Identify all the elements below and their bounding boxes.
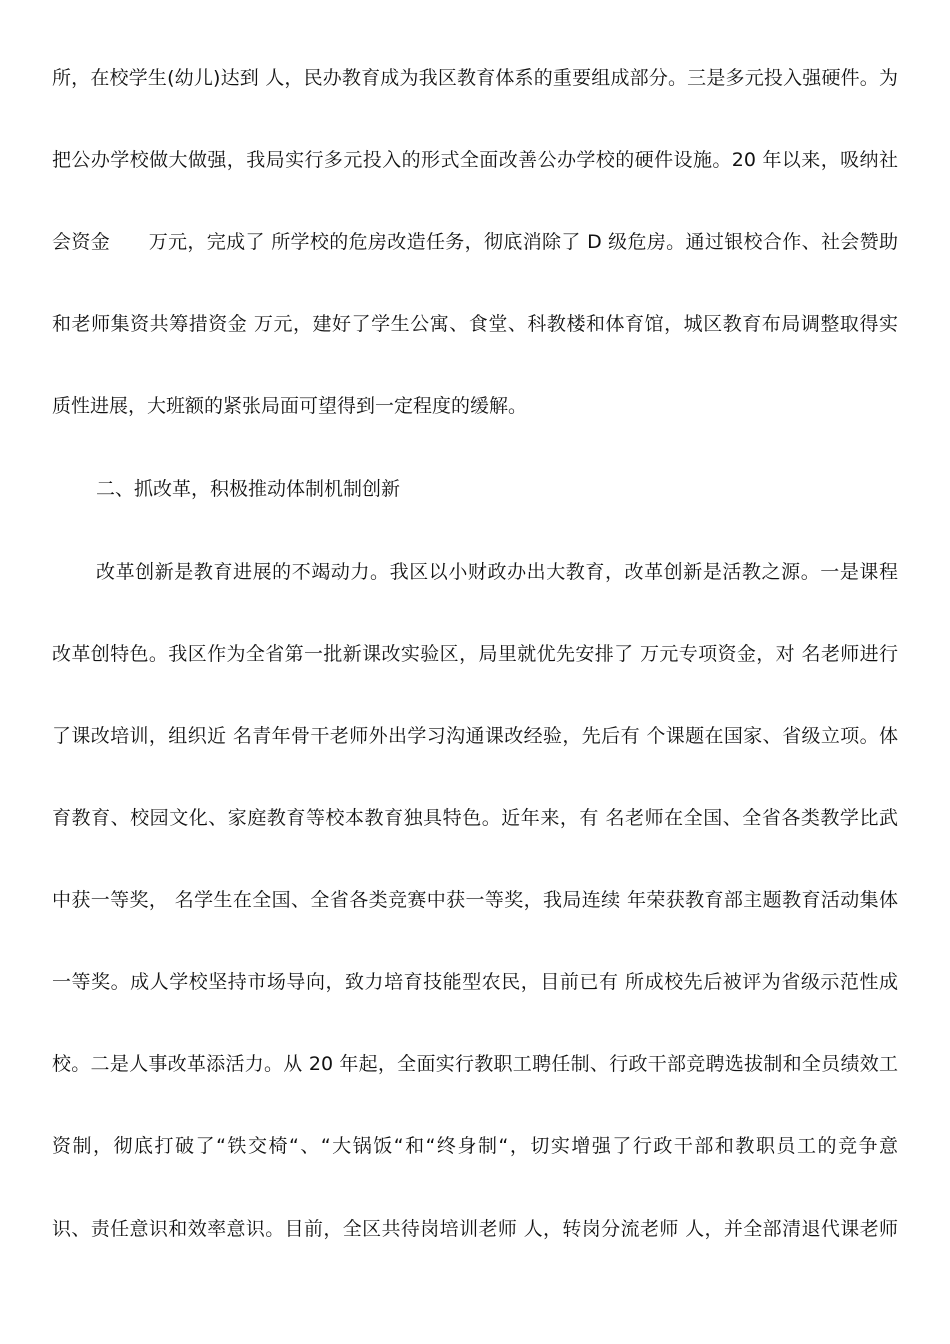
paragraph-line-3: 会资金 万元，完成了 所学校的危房改造任务，彻底消除了 D 级危房。通过银校合作、社会赞助 — [52, 231, 898, 253]
paragraph-line-7: 改革创特色。我区作为全省第一批新课改实验区，局里就优先安排了 万元专项资金，对 名老师进行 — [52, 643, 898, 665]
paragraph-line-8: 了课改培训，组织近 名青年骨干老师外出学习沟通课改经验，先后有 个课题在国家、省级立项。体 — [52, 725, 898, 747]
paragraph-line-4: 和老师集资共筹措资金 万元，建好了学生公寓、食堂、科教楼和体育馆，城区教育布局调整取得实 — [52, 313, 898, 335]
paragraph-line-2: 把公办学校做大做强，我局实行多元投入的形式全面改善公办学校的硬件设施。20 年以来，吸纳社 — [52, 149, 898, 171]
paragraph-line-5: 质性进展，大班额的紧张局面可望得到一定程度的缓解。 — [52, 395, 528, 417]
paragraph-line-9: 育教育、校园文化、家庭教育等校本教育独具特色。近年来，有 名老师在全国、全省各类教学比武 — [52, 807, 898, 829]
paragraph-line-14: 识、责任意识和效率意识。目前，全区共待岗培训老师 人，转岗分流老师 人，并全部清退代课老师 — [52, 1218, 898, 1240]
paragraph-line-1: 所，在校学生(幼儿)达到 人，民办教育成为我区教育体系的重要组成部分。三是多元投入强硬件。为 — [52, 67, 898, 89]
paragraph-line-10: 中获一等奖， 名学生在全国、全省各类竞赛中获一等奖，我局连续 年荣获教育部主题教育活动集体 — [52, 889, 898, 911]
paragraph-line-13: 资制，彻底打破了“铁交椅“、“大锅饭“和“终身制“，切实增强了行政干部和教职员工的竞争意 — [52, 1135, 898, 1157]
paragraph-line-11: 一等奖。成人学校坚持市场导向，致力培育技能型农民，目前已有 所成校先后被评为省级示范性成 — [52, 971, 898, 993]
section-heading: 二、抓改革，积极推动体制机制创新 — [96, 478, 401, 500]
paragraph-line-12: 校。二是人事改革添活力。从 20 年起，全面实行教职工聘任制、行政干部竞聘选拔制和全员绩效工 — [52, 1053, 898, 1075]
paragraph-line-6: 改革创新是教育进展的不竭动力。我区以小财政办出大教育，改革创新是活教之源。一是课程 — [96, 561, 898, 583]
